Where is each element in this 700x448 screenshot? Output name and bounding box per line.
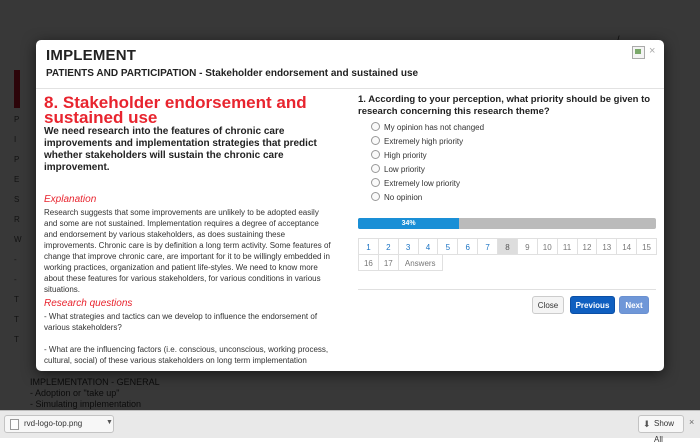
- previous-button[interactable]: Previous: [570, 296, 615, 314]
- page-link[interactable]: 5: [437, 238, 458, 255]
- next-button[interactable]: Next: [619, 296, 649, 314]
- close-button[interactable]: Close: [532, 296, 564, 314]
- download-icon: ⬇: [643, 419, 651, 429]
- show-all-button[interactable]: [638, 415, 684, 444]
- radio-button[interactable]: [371, 122, 380, 131]
- downloads-close-icon[interactable]: ×: [689, 417, 695, 427]
- show-all-label: Show All: [654, 419, 675, 444]
- explanation-text: Research suggests that some improvements are unlikely to be adopted easily and some are not sustained. Implementation requires a degree of acceptance and endorsement by various stakeholders, as does sustaining these improvements. Chronic care is by definition a long term activity. Some features of change that improve chronic care, are important for it to be willingly embedded in working practices, organization and patient life-styles. We need to know more about these features for various stakeholders, for various conditions in various situations.: [44, 208, 331, 294]
- option-low[interactable]: Low priority: [371, 164, 425, 176]
- broken-image-icon: [632, 46, 645, 59]
- page-link[interactable]: 14: [616, 238, 637, 255]
- option-no-change[interactable]: My opinion has not changed: [371, 122, 484, 134]
- option-extremely-high[interactable]: Extremely high priority: [371, 136, 463, 148]
- page-link[interactable]: 13: [596, 238, 617, 255]
- research-question-1: - What strategies and tactics can we develop to influence the endorsement of various stakeholders?: [44, 312, 318, 332]
- modal-subtitle: PATIENTS AND PARTICIPATION - Stakeholder endorsement and sustained use: [46, 68, 419, 79]
- research-questions-heading: Research questions: [44, 298, 133, 309]
- radio-button[interactable]: [371, 178, 380, 187]
- radio-button[interactable]: [371, 136, 380, 145]
- radio-button[interactable]: [371, 192, 380, 201]
- page-link[interactable]: 3: [398, 238, 419, 255]
- page-link[interactable]: 12: [577, 238, 598, 255]
- page-link[interactable]: 1: [358, 238, 379, 255]
- question-panel: [358, 89, 656, 371]
- page-link[interactable]: 16: [358, 254, 379, 271]
- modal-title: IMPLEMENT: [46, 47, 137, 64]
- progress-label: 34%: [401, 220, 416, 227]
- chevron-down-icon[interactable]: ▼: [106, 419, 113, 426]
- section-title: 8. Stakeholder endorsement and sustained use: [44, 93, 307, 127]
- page-link[interactable]: 8: [497, 238, 518, 255]
- page-link[interactable]: 4: [418, 238, 439, 255]
- page-link[interactable]: 15: [636, 238, 657, 255]
- progress-bar: [358, 218, 656, 229]
- page-link[interactable]: 10: [537, 238, 558, 255]
- option-high[interactable]: High priority: [371, 150, 427, 162]
- page-link[interactable]: 7: [477, 238, 498, 255]
- section-intro: We need research into the features of chronic care improvements and implementation strategies that predict whether stakeholders will sustain the chronic care improvement.: [44, 126, 317, 173]
- page-link[interactable]: 11: [557, 238, 578, 255]
- theme-description[interactable]: [44, 89, 331, 371]
- footer-divider: [358, 289, 656, 290]
- radio-button[interactable]: [371, 150, 380, 159]
- page-link[interactable]: 9: [517, 238, 538, 255]
- downloads-bar: [0, 410, 700, 444]
- page-link[interactable]: 17: [378, 254, 399, 271]
- modal-body: [36, 89, 664, 371]
- question-text: 1. According to your perception, what priority should be given to research concerning this research theme?: [358, 94, 651, 117]
- question-modal: [36, 40, 664, 371]
- file-icon: [10, 419, 19, 430]
- modal-close-icon[interactable]: ×: [649, 45, 656, 57]
- page-link[interactable]: 6: [457, 238, 478, 255]
- page-link[interactable]: 2: [378, 238, 399, 255]
- radio-button[interactable]: [371, 164, 380, 173]
- download-file-name: rvd-logo-top.png: [24, 419, 83, 428]
- option-no-opinion[interactable]: No opinion: [371, 192, 422, 204]
- modal-header: [36, 40, 664, 89]
- explanation-heading: Explanation: [44, 194, 97, 205]
- download-item[interactable]: [4, 415, 114, 433]
- option-extremely-low[interactable]: Extremely low priority: [371, 178, 460, 190]
- research-question-2: - What are the influencing factors (i.e. conscious, unconscious, working process, cultural, social) of these various stakeholders on long term implementation: [44, 345, 329, 365]
- page-link-answers[interactable]: Answers: [398, 254, 443, 271]
